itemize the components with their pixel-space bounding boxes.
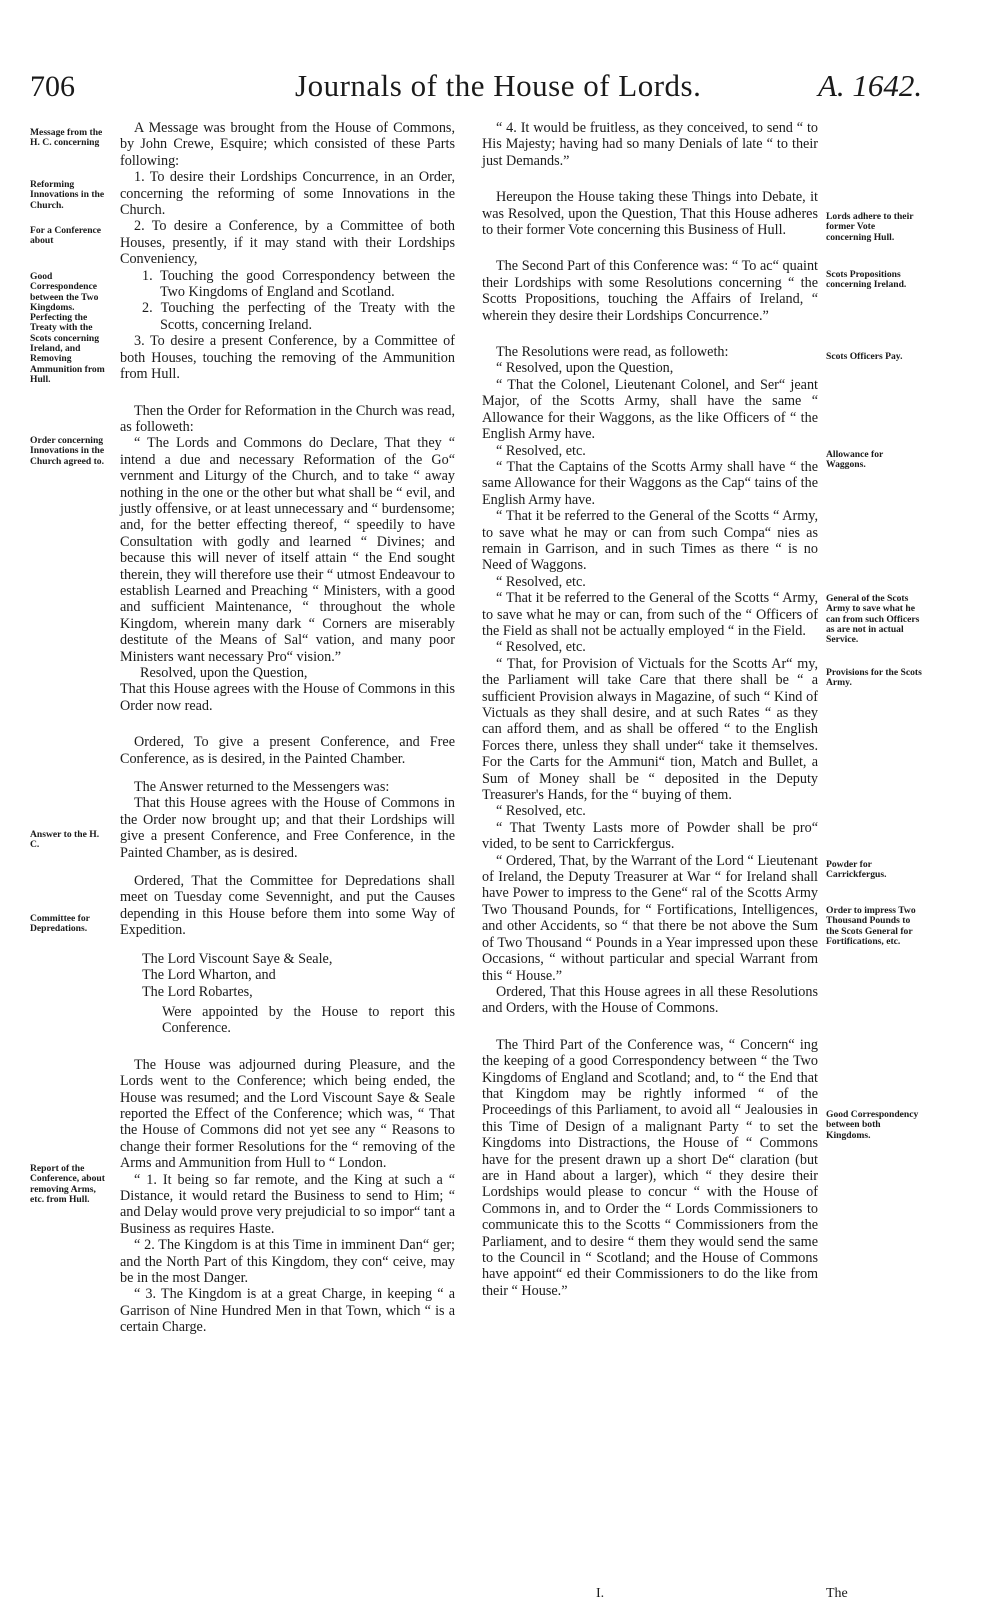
paragraph: The Resolutions were read, as followeth: <box>496 344 729 361</box>
running-header <box>0 0 992 110</box>
margin-note: Answer to the H. C. <box>30 829 100 851</box>
paragraph: “ Resolved, etc. <box>496 803 586 820</box>
page-year: A. 1642. <box>818 68 923 103</box>
paragraph: Resolved, upon the Question, <box>140 665 308 681</box>
paragraph: 3. To desire a present Conference, by a Committee of both Houses, touching the removing of the Ammunition from Hull. <box>120 333 455 383</box>
paragraph: That this House agrees with the House of Commons in the Order now brought up; and that their Lordships will give a present Conference, and Free Conference, in the Painted Chamber, as is desired. <box>120 795 455 861</box>
right-column <box>482 120 818 1299</box>
paragraph: “ That it be referred to the General of the Scotts “ Army, to save what he may or can from such Compa“ nies as remain in Garrison, and in such Times as there “ is no Need of Waggons. <box>482 508 818 574</box>
page-number: 706 <box>30 70 75 103</box>
paragraph: “ Resolved, upon the Question, <box>496 360 674 377</box>
paragraph: Were appointed by the House to report this Conference. <box>162 1003 455 1037</box>
margin-note: Committee for Depredations. <box>30 913 90 935</box>
margin-note: Order concerning Innovations in the Church agreed to. <box>30 435 105 467</box>
catchword: The <box>826 1586 848 1601</box>
paragraph: 2. To desire a Conference, by a Committee of both Houses, presently, if it may stand with their Lordships Conveniency, <box>120 218 455 268</box>
margin-note: Lords adhere to their former Vote concerning Hull. <box>826 211 914 243</box>
paragraph: “ That Twenty Lasts more of Powder shall be pro“ vided, to be sent to Carrickfergus. <box>482 819 818 853</box>
paragraph: “ 3. The Kingdom is at a great Charge, in keeping “ a Garrison of Nine Hundred Men in that Town, which “ is a certain Charge. <box>120 1286 455 1336</box>
paragraph: Then the Order for Reformation in the Church was read, as followeth: <box>120 402 455 435</box>
paragraph: “ 2. The Kingdom is at this Time in imminent Dan“ ger; and the North Part of this Kingdom, they con“ ceive, may be in the most Danger. <box>120 1237 455 1286</box>
paragraph: A Message was brought from the House of Commons, by John Crewe, Esquire; which consisted of these Parts following: <box>120 120 455 169</box>
paragraph: The Lord Wharton, and <box>142 967 276 984</box>
paragraph: The Second Part of this Conference was: “ To ac“ quaint their Lordships with some Resolutions concerning “ the Scotts Propositions, touching the Affairs of Ireland, “ wherein they desire their Lordships Concurrence.” <box>482 258 818 324</box>
margin-note: Message from the H. C. concerning <box>30 127 103 149</box>
paragraph: The Answer returned to the Messengers was: <box>134 779 390 796</box>
paragraph: “ 4. It would be fruitless, as they conceived, to send “ to His Majesty; having had so many Denials of late “ to their just Demands.” <box>482 120 818 169</box>
margin-note: Report of the Conference, about removing Arms, etc. from Hull. <box>30 1163 105 1205</box>
margin-note: Provisions for the Scots Army. <box>826 667 922 689</box>
margin-note: Powder for Carrickfergus. <box>826 859 887 881</box>
margin-note: Allowance for Waggons. <box>826 449 884 471</box>
paragraph: “ Ordered, That, by the Warrant of the Lord “ Lieutenant of Ireland, the Deputy Treasurer at War “ for Ireland shall have Power to impress to the Gene“ ral of the Scotts Army Two Thousand Pounds, for “ Fortifications, Intelligences, and other Accidents, so “ that there be not above the Sum of Two Thousand “ Pounds in a Year impressed upon these Occasions, “ without particular and special Warrant from this “ House.” <box>482 852 818 984</box>
margin-note: Reforming Innovations in the Church. <box>30 179 105 211</box>
paragraph: “ That it be referred to the General of the Scotts “ Army, to save what he may or can, from such of the “ Officers of the Field as shall not be actually employed “ in the Field. <box>482 590 818 639</box>
margin-note: For a Conference about <box>30 225 102 247</box>
paragraph: “ That the Captains of the Scotts Army shall have “ the same Allowance for their Waggons as the Cap“ tains of the English Army have. <box>482 458 818 508</box>
paragraph: 1. Touching the good Correspondency between the Two Kingdoms of England and Scotland. <box>142 267 455 301</box>
margin-note: General of the Scots Army to save what he can from such Officers as are not in actual Service. <box>826 593 920 646</box>
margin-note: Scots Officers Pay. <box>826 351 903 362</box>
paragraph: The Lord Robartes, <box>142 983 253 1000</box>
paragraph: “ That the Colonel, Lieutenant Colonel, and Ser“ jeant Major, of the Scotts Army, shall have the same “ Allowance for their Waggons, as the like Officers of “ the English Army have. <box>482 376 818 443</box>
paragraph: “ Resolved, etc. <box>496 442 586 459</box>
paragraph: “ 1. It being so far remote, and the King at such a “ Distance, it would retard the Business to send to Him; “ and Delay would prove very prejudicial to so impor“ tant a Business as requires Haste. <box>120 1171 455 1237</box>
running-title: Journals of the House of Lords. <box>295 68 702 103</box>
paragraph: The House was adjourned during Pleasure, and the Lords went to the Conference; which being ended, the House was resumed; and the Lord Viscount Saye & Seale reported the Effect of the Conference; which was, “ That the House of Commons did not yet see any “ Reasons to change their former Resolutions for the “ removing of the Arms and Ammunition from Hull to “ London. <box>120 1056 455 1172</box>
paragraph: “ Resolved, etc. <box>496 639 586 656</box>
left-column <box>120 120 455 1336</box>
paragraph: Ordered, To give a present Conference, and Free Conference, as is desired, in the Painted Chamber. <box>120 734 455 767</box>
paragraph: Hereupon the House taking these Things into Debate, it was Resolved, upon the Question, That this House adheres to their former Vote concerning this Business of Hull. <box>482 189 818 239</box>
paragraph: Ordered, That this House agrees in all these Resolutions and Orders, with the House of Commons. <box>482 983 818 1017</box>
paragraph: “ Resolved, etc. <box>496 573 586 590</box>
paragraph: “ That, for Provision of Victuals for the Scotts Ar“ my, the Parliament will take Care that there shall be “ a sufficient Provision always in Magazine, of such “ Kind of Victuals as they shall desire, and at such Rates “ as they can afford them, and as shall be offered “ to the English Forces there, unless they shall under“ take it themselves. For the Carts for the Ammuni“ tion, Match and Bullet, a Sum of Money shall be “ deposited in the Deputy Treasurer's Hands, for the “ buying of them. <box>482 655 818 804</box>
paragraph: 1. To desire their Lordships Concurrence, in an Order, concerning the reforming of some Innovations in the Church. <box>120 169 455 219</box>
margin-note: Order to impress Two Thousand Pounds to the Scots General for Fortifications, etc. <box>826 905 916 947</box>
margin-note: Scots Propositions concerning Ireland. <box>826 269 907 291</box>
margin-note: Good Correspondence between the Two Kingdoms. Perfecting the Treaty with the Scots concerning Ireland, and Removing Ammunition from Hull. <box>30 271 105 385</box>
paragraph: The Third Part of the Conference was, “ Concern“ ing the keeping of a good Correspondency between “ the Two Kingdoms of England and Scotland; and, to “ the End that that Kingdom may be rightly informed “ of the Proceedings of this Parliament, to avoid all “ Jealousies in this Time of Design of a malignant Party “ to set the Kingdoms into Distractions, the House of “ Commons have for the present drawn up a short De“ claration (but are in Hand about a larger), which “ they desire their Lordships would please to concur “ with the House of Commons in, and to Order the “ Lords Commissioners to communicate this to the Scotts “ Commissioners from the Parliament, and to desire “ them they would send the same to the Council in “ Scotland; and the House of Commons have appoint“ ed their Commissioners to do the like from their “ House.” <box>482 1036 818 1299</box>
paragraph: 2. Touching the perfecting of the Treaty with the Scotts, concerning Ireland. <box>142 300 455 333</box>
paragraph: “ The Lords and Commons do Declare, That they “ intend a due and necessary Reformation of the Go“ vernment and Liturgy of the Church, and to take “ away nothing in the one or the other but what shall be “ evil, and justly offensive, or at least unnecessary and “ burdensome; and, for the better effecting thereof, “ speedily to have Consultation with godly and learned “ Divines; and because this will never of itself attain “ the End sought therein, they will therefore use their “ utmost Endeavour to establish Learned and Preaching “ Ministers, with a good and sufficient Maintenance, “ throughout the whole Kingdom, wherein many dark “ Corners are miserably destitute of the Means of Sal“ vation, and many poor Ministers want necessary Pro“ vision.” <box>120 435 455 665</box>
margin-note: Good Correspondency between both Kingdoms. <box>826 1109 919 1141</box>
paragraph: Ordered, That the Committee for Depredations shall meet on Tuesday come Sevennight, and put the Causes depending in this House before them into some Way of Expedition. <box>120 873 455 939</box>
paragraph: The Lord Viscount Saye & Seale, <box>142 950 333 967</box>
signature-mark: I. <box>596 1586 605 1601</box>
paragraph: That this House agrees with the House of Commons in this Order now read. <box>120 681 455 714</box>
